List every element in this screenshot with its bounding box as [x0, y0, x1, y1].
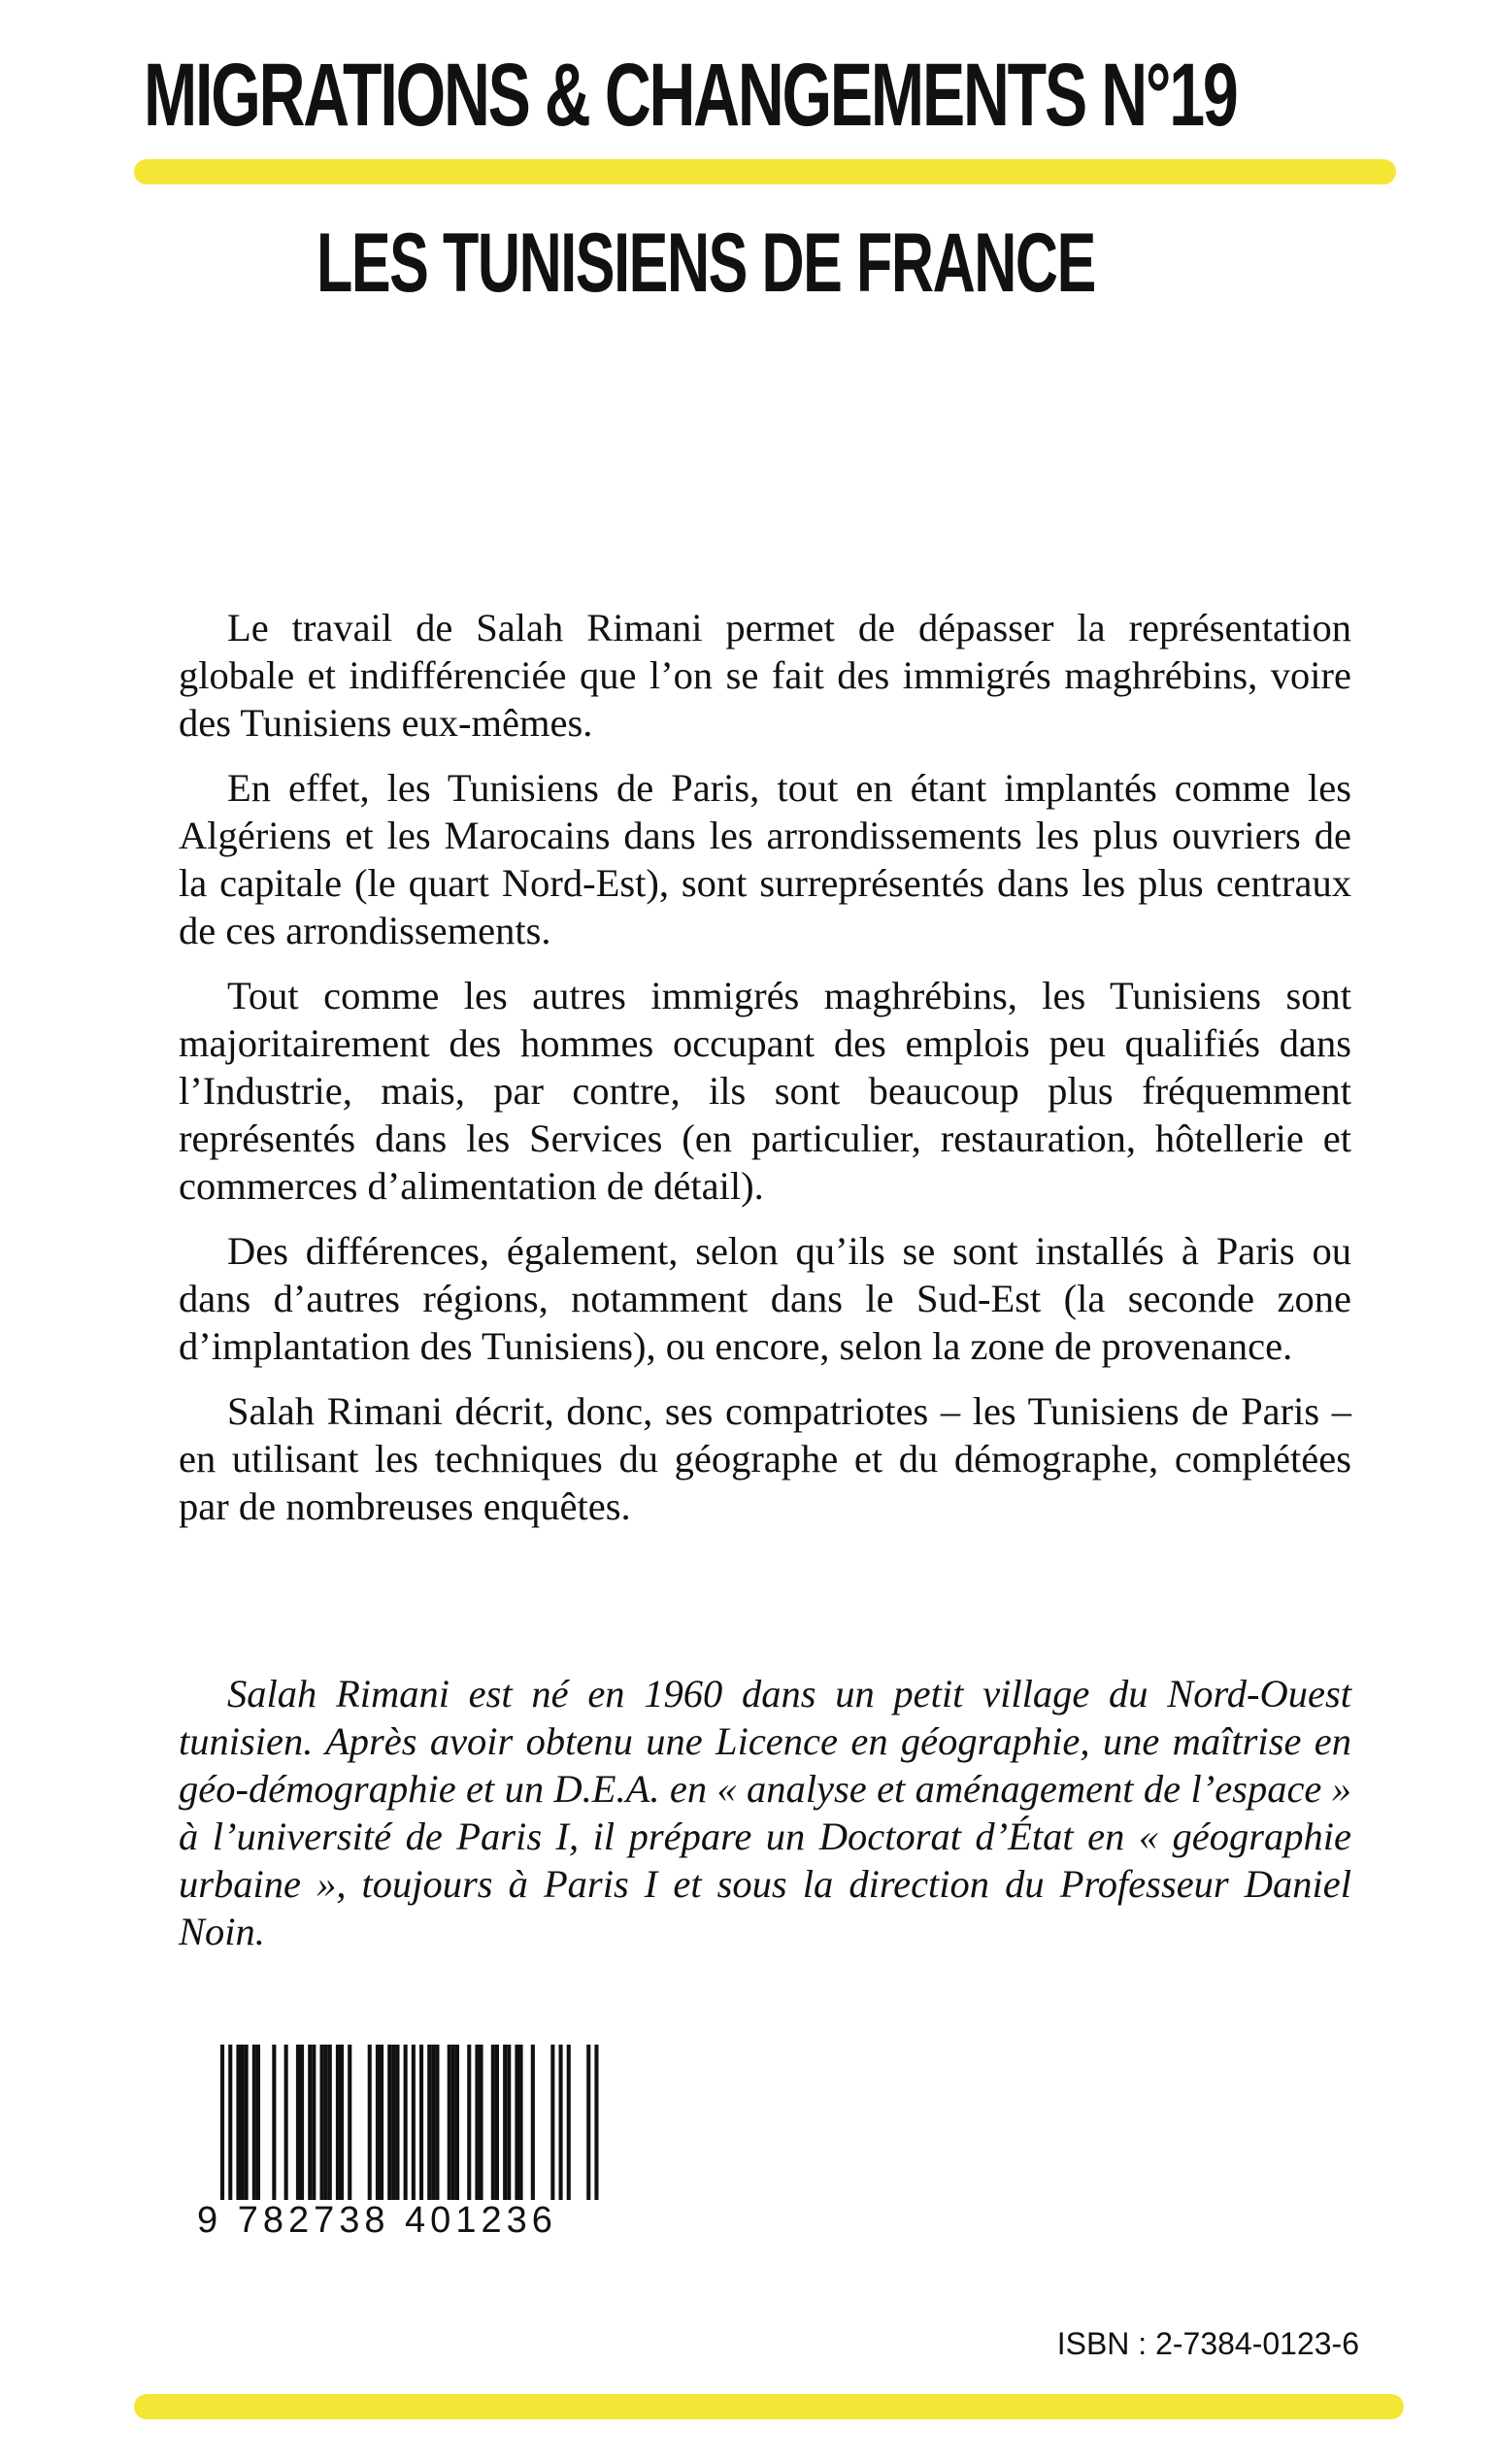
barcode-bar	[328, 2045, 332, 2200]
barcode-bar	[455, 2045, 459, 2200]
isbn-label: ISBN : 2-7384-0123-6	[1056, 2326, 1359, 2361]
barcode-bar	[395, 2045, 399, 2200]
barcode-bar	[507, 2045, 511, 2200]
barcode-bar	[480, 2045, 483, 2200]
barcode-bar	[336, 2045, 340, 2200]
summary-paragraph: Salah Rimani décrit, donc, ses compatriotes – les Tunisiens de Paris – en utilisant les techniques du géographe et du démographe, complétées par de nombreuses enquêtes.	[179, 1389, 1351, 1528]
barcode-bar	[320, 2045, 324, 2200]
barcode-bar	[519, 2045, 523, 2200]
barcode-bar	[296, 2045, 300, 2200]
barcode-bar	[495, 2045, 499, 2200]
barcode-bar	[324, 2045, 328, 2200]
barcode	[189, 2045, 646, 2239]
barcode-bar	[340, 2045, 344, 2200]
barcode-bar	[308, 2045, 312, 2200]
barcode-bar	[475, 2045, 479, 2200]
barcode-bar	[387, 2045, 391, 2200]
barcode-bar	[256, 2045, 260, 2200]
barcode-bar	[241, 2045, 245, 2200]
summary-paragraph: En effet, les Tunisiens de Paris, tout en étant implantés comme les Algériens et les Marocains dans les arrondissements les plus ouvriers de la capitale (le quart Nord-Est), sont surreprésentés dans les plus centraux de ces arrondissements.	[179, 766, 1351, 952]
barcode-bar	[348, 2045, 351, 2200]
barcode-bar	[491, 2045, 495, 2200]
barcode-bar	[559, 2045, 563, 2200]
barcode-digits: 9 782738 401236	[189, 2200, 646, 2241]
barcode-bar	[252, 2045, 256, 2200]
series-title: MIGRATIONS & CHANGEMENTS N°19	[144, 46, 1237, 145]
barcode-bar	[368, 2045, 372, 2200]
barcode-bar	[550, 2045, 554, 2200]
barcode-bar	[272, 2045, 276, 2200]
barcode-bar	[391, 2045, 395, 2200]
barcode-bar	[427, 2045, 431, 2200]
barcode-bar	[431, 2045, 435, 2200]
barcode-bar	[284, 2045, 288, 2200]
barcode-bar	[531, 2045, 535, 2200]
barcode-bar	[515, 2045, 518, 2200]
top-yellow-stripe	[134, 159, 1396, 184]
barcode-bar	[245, 2045, 249, 2200]
barcode-bar	[467, 2045, 471, 2200]
summary-paragraph: Tout comme les autres immigrés maghrébins, les Tunisiens sont majoritairement des hommes occupant des emplois peu qualifiés dans l’Industrie, mais, par contre, ils sont beaucoup plus fréquemment représentés dans les Services (en particulier, restauration, hôtellerie et commerces d’alimentation de détail).	[179, 974, 1351, 1208]
barcode-bar	[236, 2045, 240, 2200]
barcode-bar	[312, 2045, 316, 2200]
barcode-bar	[419, 2045, 423, 2200]
barcode-bar	[300, 2045, 304, 2200]
barcode-bar	[448, 2045, 451, 2200]
barcode-bar	[567, 2045, 571, 2200]
summary-paragraph: Le travail de Salah Rimani permet de dépasser la représentation globale et indifférenciée que l’on se fait des immigrés maghrébins, voire des Tunisiens eux-mêmes.	[179, 606, 1351, 745]
barcode-bar	[503, 2045, 507, 2200]
barcode-bar	[451, 2045, 455, 2200]
author-bio: Salah Rimani est né en 1960 dans un petit village du Nord-Ouest tunisien. Après avoir obtenu une Licence en géographie, une maîtrise en géo-démographie et un D.E.A. en « analyse et aménagement de l’espace » à l’université de Paris I, il prépare un Doctorat d’État en « géographie urbaine », toujours à Paris I et sous la direction du Professeur Daniel Noin.	[179, 1672, 1351, 1953]
barcode-bar	[376, 2045, 380, 2200]
summary-text	[179, 604, 1351, 1548]
summary-paragraph: Des différences, également, selon qu’ils se sont installés à Paris ou dans d’autres régions, notamment dans le Sud-Est (la seconde zone d’implantation des Tunisiens), ou encore, selon la zone de provenance.	[179, 1229, 1351, 1368]
barcode-bar	[380, 2045, 383, 2200]
bottom-yellow-stripe	[134, 2394, 1404, 2419]
barcode-bar	[435, 2045, 439, 2200]
book-title: LES TUNISIENS DE FRANCE	[316, 216, 1095, 310]
